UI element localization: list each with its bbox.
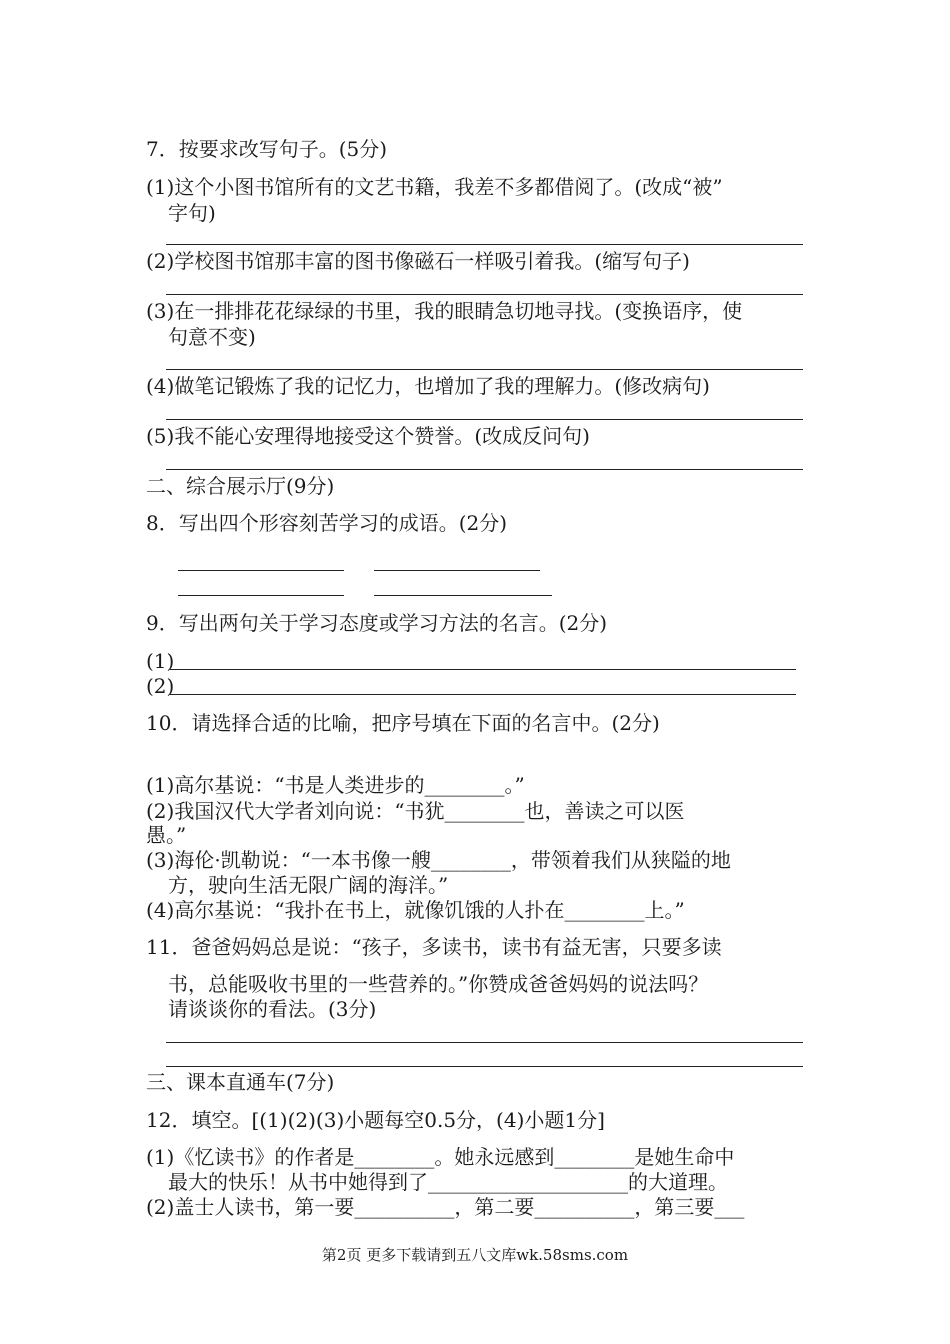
q10-title: 10．请选择合适的比喻，把序号填在下面的名言中。(2分) <box>146 711 660 735</box>
q8-title: 8．写出四个形容刻苦学习的成语。(2分) <box>146 511 508 535</box>
q9-answer-line-2[interactable] <box>170 694 796 695</box>
q7-answer-line-1[interactable] <box>166 244 803 245</box>
q9-label-2: (2) <box>146 674 175 698</box>
q10-line-4: (3)海伦·凯勒说：“一本书像一艘________，带领着我们从狭隘的地 <box>146 848 731 872</box>
q10-line-5: 方，驶向生活无限广阔的海洋。” <box>168 873 449 897</box>
q9-label-1: (1) <box>146 649 175 673</box>
q11-answer-line-1[interactable] <box>166 1042 803 1043</box>
q7-item3-line2: 句意不变) <box>168 325 256 349</box>
q7-item2-line1: (2)学校图书馆那丰富的图书像磁石一样吸引着我。(缩写句子) <box>146 249 690 273</box>
q10-line-2: (2)我国汉代大学者刘向说：“书犹________也，善读之可以医 <box>146 799 685 823</box>
section-3-heading: 三、课本直通车(7分) <box>146 1070 335 1094</box>
section-2-heading: 二、综合展示厅(9分) <box>146 474 335 498</box>
q12-line-2: 最大的快乐！从书中她得到了____________________的大道理。 <box>168 1170 728 1194</box>
q11-line-3: 请谈谈你的看法。(3分) <box>168 997 377 1021</box>
q7-item4-line1: (4)做笔记锻炼了我的记忆力，也增加了我的理解力。(修改病句) <box>146 374 710 398</box>
q7-answer-line-4[interactable] <box>166 419 803 420</box>
q7-item3-line1: (3)在一排排花花绿绿的书里，我的眼睛急切地寻找。(变换语序，使 <box>146 299 743 323</box>
q7-answer-line-2[interactable] <box>166 294 803 295</box>
q9-answer-line-1[interactable] <box>170 669 796 670</box>
q8-blank-1[interactable] <box>178 570 344 571</box>
q11-answer-line-2[interactable] <box>166 1066 803 1067</box>
q11-line-1: 11．爸爸妈妈总是说：“孩子，多读书，读书有益无害，只要多读 <box>146 935 722 959</box>
q11-line-2: 书，总能吸收书里的一些营养的。”你赞成爸爸妈妈的说法吗？ <box>168 972 709 996</box>
q8-blank-2[interactable] <box>374 570 540 571</box>
q7-item1-line1: (1)这个小图书馆所有的文艺书籍，我差不多都借阅了。(改成“被” <box>146 175 723 199</box>
q9-title: 9．写出两句关于学习态度或学习方法的名言。(2分) <box>146 611 608 635</box>
q7-item1-line2: 字句) <box>168 201 216 225</box>
q12-line-1: (1)《忆读书》的作者是________。她永远感到________是她生命中 <box>146 1145 735 1169</box>
q12-line-3: (2)盖士人读书，第一要__________，第二要__________，第三要___ <box>146 1195 745 1219</box>
q7-title: 7．按要求改写句子。(5分) <box>146 137 388 161</box>
q7-answer-line-5[interactable] <box>166 469 803 470</box>
q7-item5-line1: (5)我不能心安理得地接受这个赞誉。(改成反问句) <box>146 424 590 448</box>
q8-blank-4[interactable] <box>374 595 552 596</box>
q10-line-1: (1)高尔基说：“书是人类进步的________。” <box>146 773 525 797</box>
q10-line-3: 愚。” <box>146 823 187 847</box>
q10-line-6: (4)高尔基说：“我扑在书上，就像饥饿的人扑在________上。” <box>146 898 685 922</box>
q8-blank-3[interactable] <box>178 595 344 596</box>
q7-answer-line-3[interactable] <box>166 369 803 370</box>
page-footer: 第2页 更多下载请到五八文库wk.58sms.com <box>321 1246 629 1264</box>
q12-title: 12．填空。[(1)(2)(3)小题每空0.5分，(4)小题1分] <box>146 1108 605 1132</box>
